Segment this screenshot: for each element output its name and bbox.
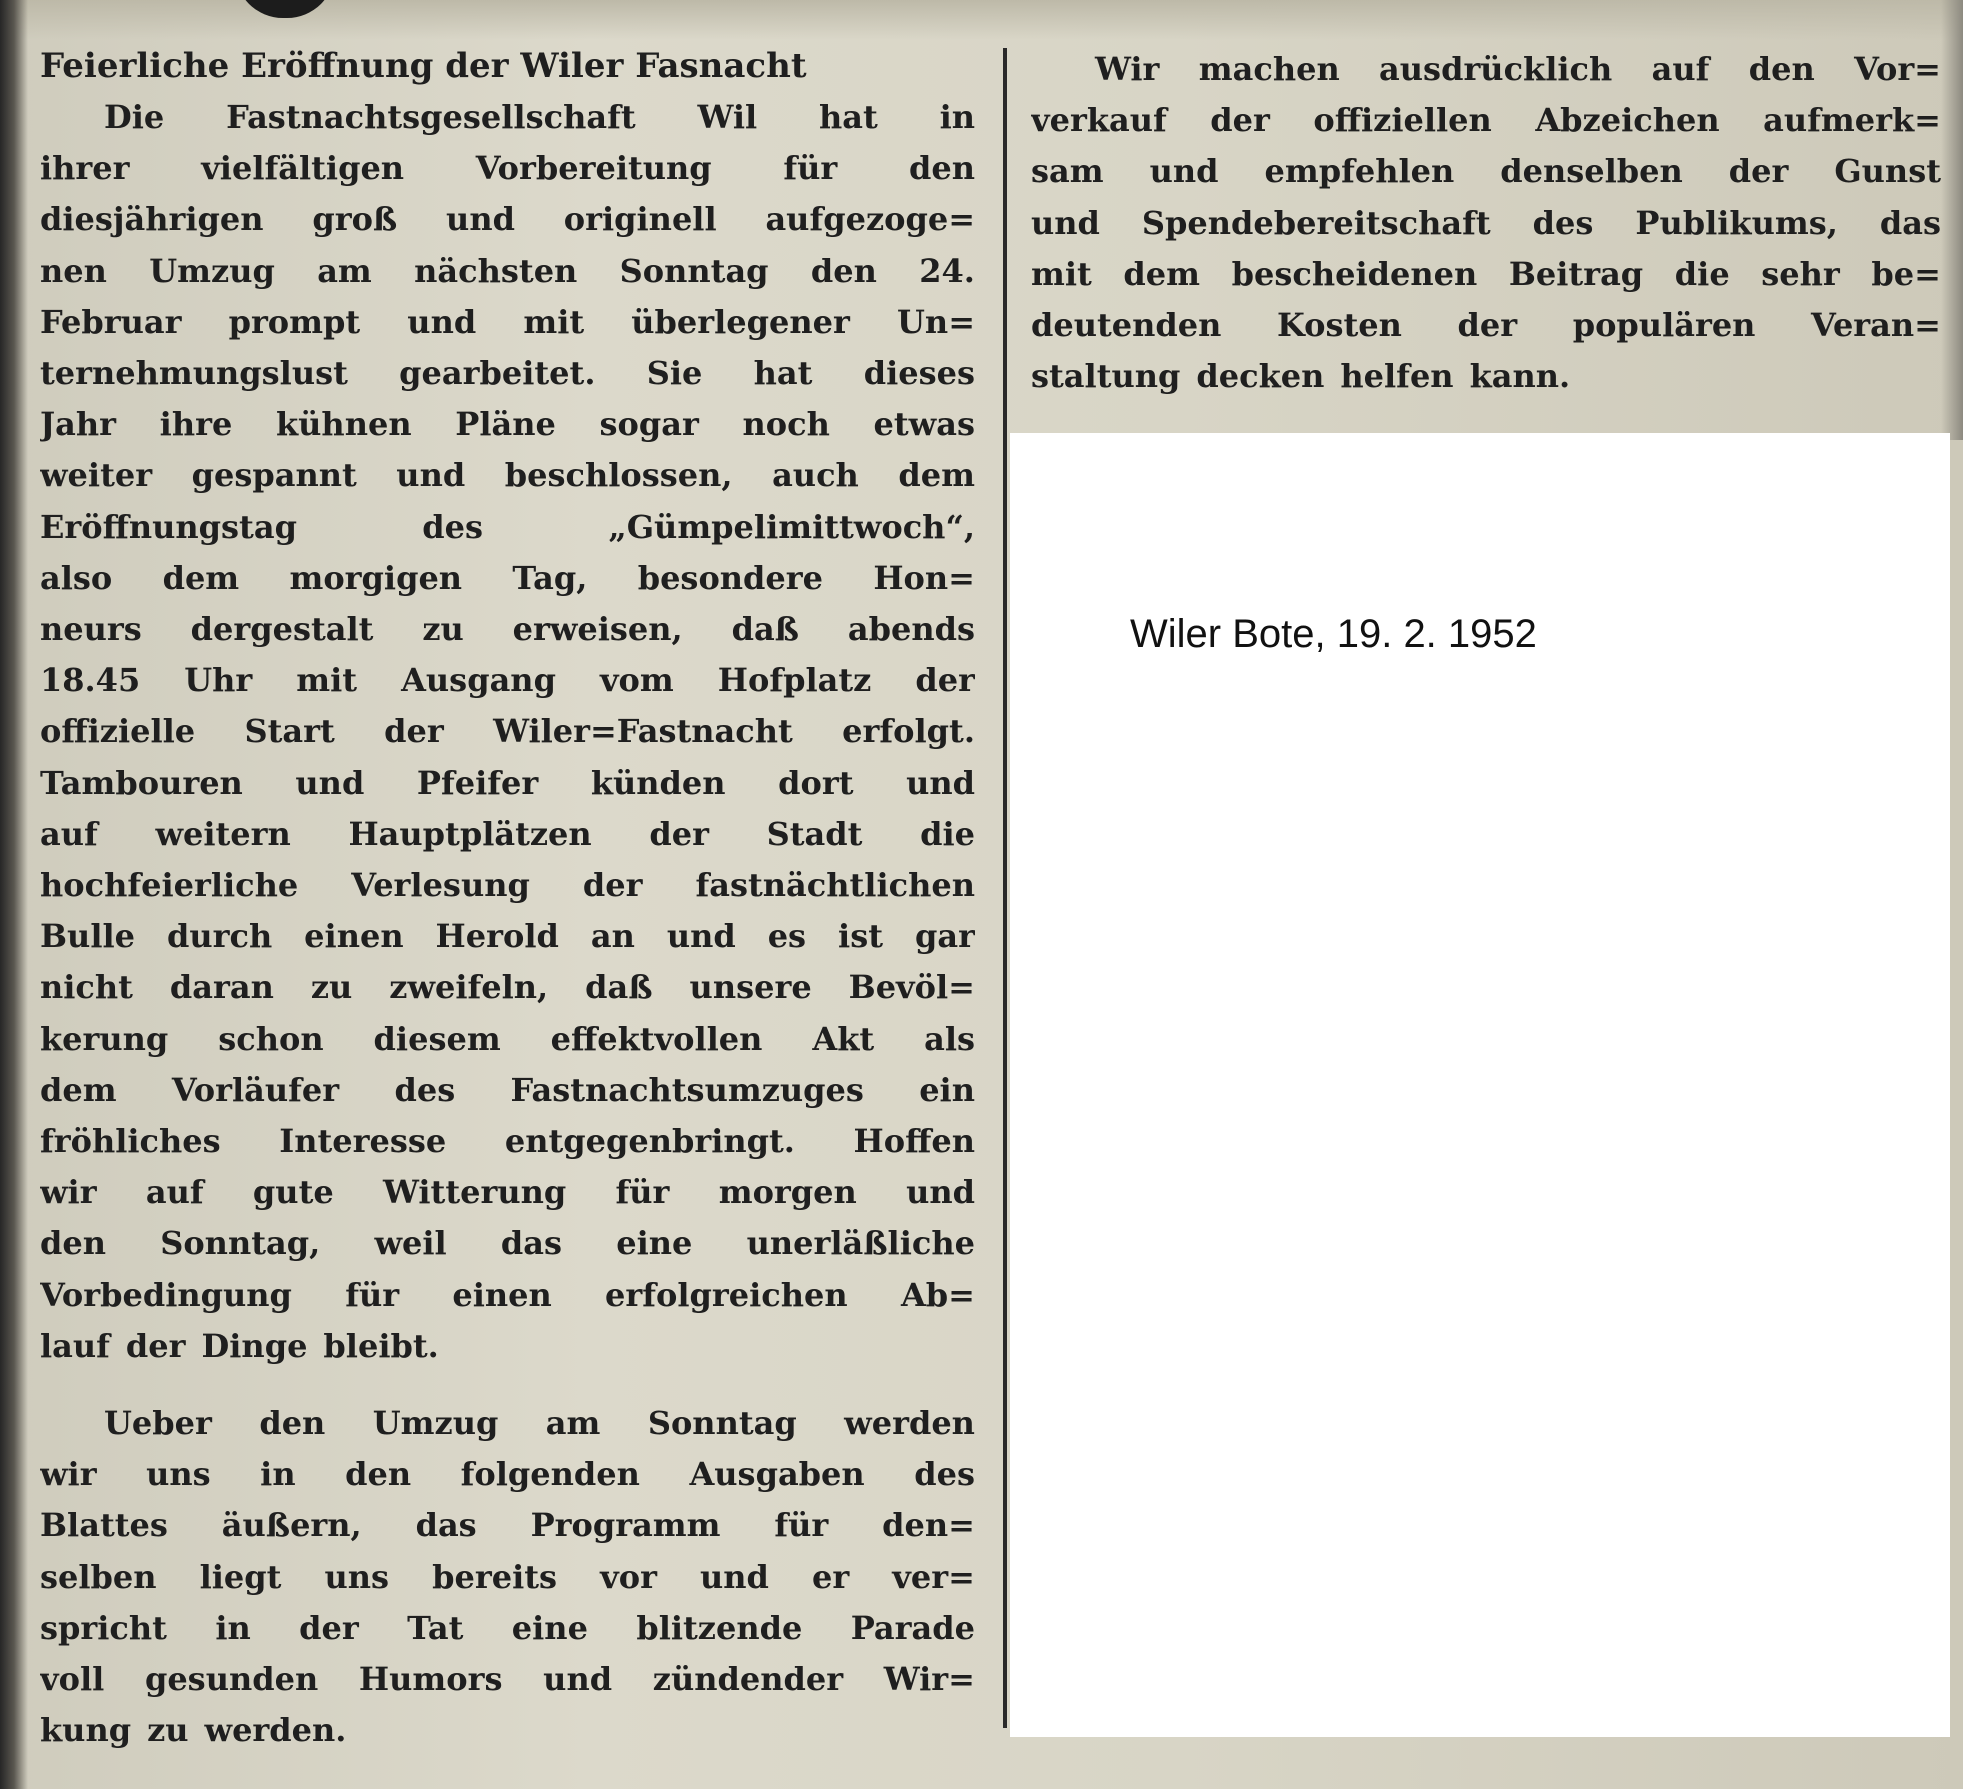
text-line: Februar prompt und mit überlegener Un= <box>40 302 975 341</box>
text-line: 18.45 Uhr mit Ausgang vom Hofplatz der <box>40 661 975 700</box>
text-line: voll gesunden Humors und zündender Wir= <box>40 1660 975 1699</box>
text-line: selben liegt uns bereits vor und er ver= <box>40 1557 975 1596</box>
text-line: Eröffnungstag des „Gümpelimittwoch“, <box>40 507 975 546</box>
column-divider <box>1003 48 1007 1728</box>
article-paragraph-2 <box>40 1398 975 1756</box>
text-line: neurs dergestalt zu erweisen, daß abends <box>40 610 975 649</box>
text-line: wir uns in den folgenden Ausgaben des <box>40 1455 975 1494</box>
text-line: kerung schon diesem effektvollen Akt als <box>40 1019 975 1058</box>
text-line: mit dem bescheidenen Beitrag die sehr be= <box>1031 254 1941 293</box>
text-line: ihrer vielfältigen Vorbereitung für den <box>40 149 975 188</box>
paper-shadow-right <box>1941 0 1963 440</box>
text-line: sam und empfehlen denselben der Gunst <box>1031 152 1941 191</box>
text-line: Die Fastnachtsgesellschaft Wil hat in <box>104 98 975 136</box>
text-line: fröhliches Interesse entgegenbringt. Hoffen <box>40 1122 975 1161</box>
article-left-column <box>40 40 975 1780</box>
text-line: Jahr ihre kühnen Pläne sogar noch etwas <box>40 405 975 444</box>
text-line: weiter gespannt und beschlossen, auch dem <box>40 456 975 495</box>
text-line: also dem morgigen Tag, besondere Hon= <box>40 558 975 597</box>
text-line: auf weitern Hauptplätzen der Stadt die <box>40 814 975 853</box>
text-line: hochfeierliche Verlesung der fastnächtlichen <box>40 866 975 905</box>
paper-shadow-left <box>0 0 28 1789</box>
text-line: Tambouren und Pfeifer künden dort und <box>40 763 975 802</box>
article-headline: Feierliche Eröffnung der Wiler Fasnacht <box>40 46 807 86</box>
text-line: offizielle Start der Wiler=Fastnacht erfolgt. <box>40 712 975 751</box>
text-line: Wir machen ausdrücklich auf den Vor= <box>1095 50 1941 88</box>
text-line: nicht daran zu zweifeln, daß unsere Bevöl= <box>40 968 975 1007</box>
text-line: Bulle durch einen Herold an und es ist gar <box>40 917 975 956</box>
source-caption: Wiler Bote, 19. 2. 1952 <box>1130 612 1537 656</box>
text-line: spricht in der Tat eine blitzende Parade <box>40 1608 975 1647</box>
text-line: ternehmungslust gearbeitet. Sie hat dieses <box>40 354 975 393</box>
text-line: kung zu werden. <box>40 1711 347 1750</box>
text-line: und Spendebereitschaft des Publikums, das <box>1031 203 1941 242</box>
text-line: nen Umzug am nächsten Sonntag den 24. <box>40 251 975 290</box>
text-line: diesjährigen groß und originell aufgezoge= <box>40 200 975 239</box>
text-line: lauf der Dinge bleibt. <box>40 1326 439 1365</box>
text-line: Blattes äußern, das Programm für den= <box>40 1506 975 1545</box>
text-line: Ueber den Umzug am Sonntag werden <box>104 1404 975 1443</box>
text-line: Vorbedingung für einen erfolgreichen Ab= <box>40 1275 975 1314</box>
text-line: den Sonntag, weil das eine unerläßliche <box>40 1224 975 1263</box>
article-right-column <box>1031 44 1941 404</box>
paragraph-gap <box>40 1372 975 1398</box>
text-line: wir auf gute Witterung für morgen und <box>40 1173 975 1212</box>
text-line: deutenden Kosten der populären Veran= <box>1031 306 1941 345</box>
text-line: verkauf der offiziellen Abzeichen aufmerk= <box>1031 101 1941 140</box>
article-paragraph-1 <box>40 92 975 1372</box>
text-line: staltung decken helfen kann. <box>1031 357 1571 396</box>
text-line: dem Vorläufer des Fastnachtsumzuges ein <box>40 1070 975 1109</box>
article-paragraph-3 <box>1031 44 1941 402</box>
